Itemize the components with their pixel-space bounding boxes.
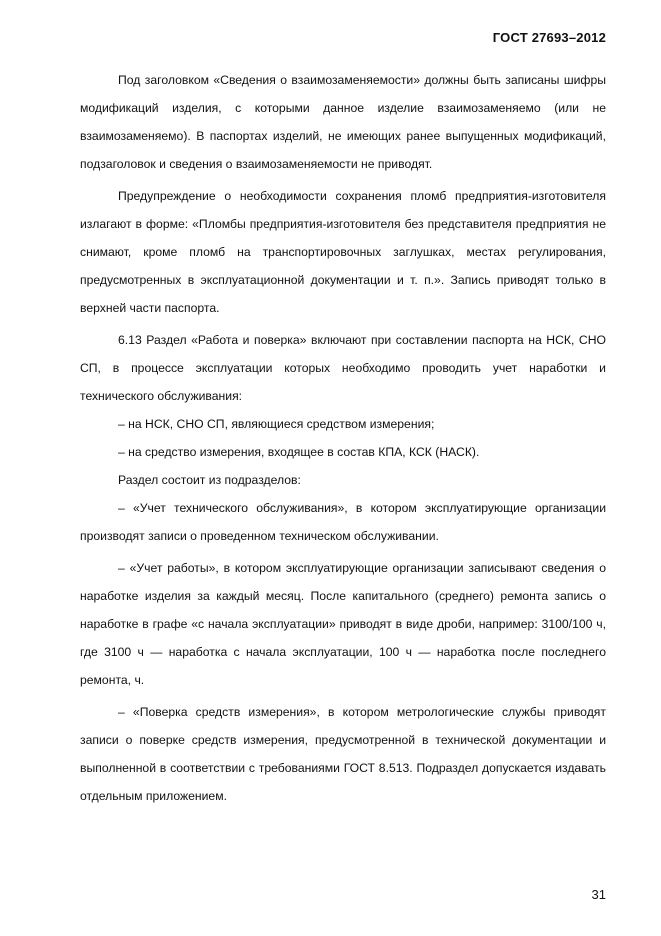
document-body	[80, 66, 606, 810]
list-item-operation-record: – «Учет работы», в котором эксплуатирующие организации записывают сведения о наработке изделия за каждый месяц. После капитального (среднего) ремонта запись о наработке в графе «с начала эксплуатации» приводят в виде дроби, например: 3100/100 ч, где 3100 ч — наработка с начала эксплуатации, 100 ч — наработка после последнего ремонта, ч.	[80, 561, 606, 687]
paragraph-subsections-intro: Раздел состоит из подразделов:	[118, 473, 301, 487]
list-item-maintenance-record: – «Учет технического обслуживания», в котором эксплуатирующие организации производят записи о проведенном техническом обслуживании.	[80, 501, 606, 543]
paragraph-seals-warning: Предупреждение о необходимости сохранения пломб предприятия-изготовителя излагают в форме: «Пломбы предприятия-изготовителя без представителя предприятия не снимают, кроме пломб на транспортировочных заглушках, местах регулирования, предусмотренных в эксплуатационной документации и т. п.». Запись приводят только в верхней части паспорта.	[80, 189, 606, 315]
document-header-standard: ГОСТ 27693–2012	[492, 30, 606, 45]
page-number: 31	[591, 887, 606, 902]
paragraph-interchangeability: Под заголовком «Сведения о взаимозаменяемости» должны быть записаны шифры модификаций изделия, с которыми данное изделие взаимозаменяемо (или не взаимозаменяемо). В паспортах изделий, не имеющих ранее выпущенных модификаций, подзаголовок и сведения о взаимозаменяемости не приводят.	[80, 73, 606, 171]
paragraph-section-6-13: 6.13 Раздел «Работа и поверка» включают при составлении паспорта на НСК, СНО СП, в процессе эксплуатации которых необходимо проводить учет наработки и технического обслуживания:	[80, 333, 606, 403]
list-item-verification: – «Поверка средств измерения», в котором метрологические службы приводят записи о поверке средств измерения, предусмотренной в технической документации и выполненной в соответствии с требованиями ГОСТ 8.513. Подраздел допускается издавать отдельным приложением.	[80, 705, 606, 803]
list-item-nsk-sno: – на НСК, СНО СП, являющиеся средством измерения;	[118, 417, 435, 431]
list-item-measuring-instrument: – на средство измерения, входящее в состав КПА, КСК (НАСК).	[118, 445, 480, 459]
